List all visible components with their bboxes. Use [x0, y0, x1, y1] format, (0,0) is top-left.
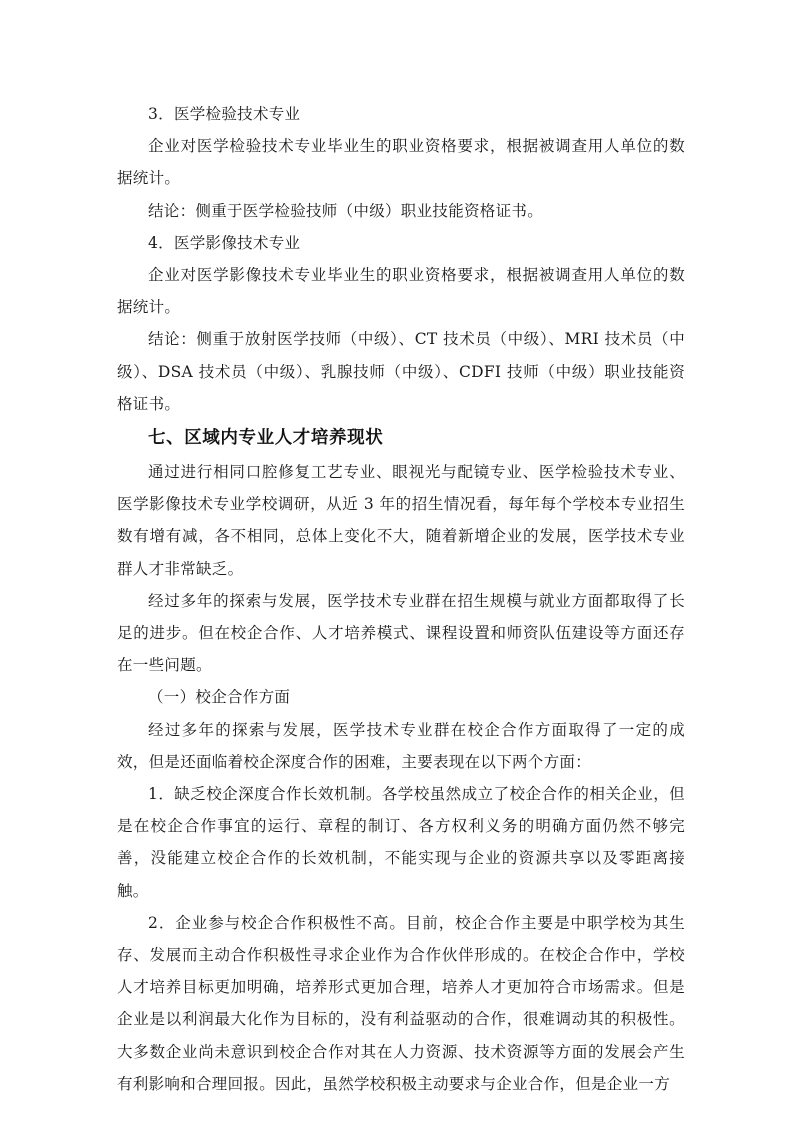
paragraph-imaging-tech-conclusion: 结论：侧重于放射医学技师（中级）、CT 技术员（中级）、MRI 技术员（中级）、DSA 技术员（中级）、乳腺技师（中级）、CDFI 技师（中级）职业技能资格证书。: [117, 330, 685, 413]
paragraph-lab-tech-requirement: 企业对医学检验技术专业毕业生的职业资格要求，根据被调查用人单位的数据统计。: [117, 137, 685, 188]
subheading-lab-tech: 3．医学检验技术专业: [148, 105, 301, 123]
subheading-imaging-tech: 4．医学影像技术专业: [148, 233, 301, 252]
paragraph-development-problems: 经过多年的探索与发展，医学技术专业群在招生规模与就业方面都取得了长足的进步。但在校企合作、人才培养模式、课程设置和师资队伍建设等方面还存在一些问题。: [117, 591, 685, 675]
page-content: [117, 98, 685, 1100]
subheading-school-enterprise: （一）校企合作方面: [148, 688, 291, 707]
paragraph-imaging-tech-requirement: 企业对医学影像技术专业毕业生的职业资格要求，根据被调查用人单位的数据统计。: [117, 266, 685, 317]
paragraph-point-1: 1．缺乏校企深度合作长效机制。各学校虽然成立了校企合作的相关企业，但是在校企合作事宜的运行、章程的制订、各方权利义务的明确方面仍然不够完善，没能建立校企合作的长效机制，不能实现与企业的资源共享以及零距离接触。: [117, 785, 685, 900]
paragraph-point-2: 2．企业参与校企合作积极性不高。目前，校企合作主要是中职学校为其生存、发展而主动合作积极性寻求企业作为合作伙伴形成的。在校企合作中，学校人才培养目标更加明确，培养形式更加合理，培养人才更加符合市场需求。但是企业是以利润最大化作为目标的，没有利益驱动的合作，很难调动其的积极性。大多数企业尚未意识到校企合作对其在人力资源、技术资源等方面的发展会产生有利影响和合理回报。因此，虽然学校积极主动要求与企业合作，但是企业一方: [117, 913, 685, 1093]
paragraph-cooperation-intro: 经过多年的探索与发展，医学技术专业群在校企合作方面取得了一定的成效，但是还面临着校企深度合作的困难，主要表现在以下两个方面：: [117, 720, 685, 771]
section-heading-talent-status: 七、区域内专业人才培养现状: [148, 428, 384, 449]
paragraph-survey-overview: 通过进行相同口腔修复工艺专业、眼视光与配镜专业、医学检验技术专业、医学影像技术专业学校调研，从近 3 年的招生情况看，每年每个学校本专业招生数有增有减，各不相同，总体上变化不大，随着新增企业的发展，医学技术专业群人才非常缺乏。: [117, 463, 685, 578]
paragraph-lab-tech-conclusion: 结论：侧重于医学检验技师（中级）职业技能资格证书。: [148, 201, 544, 220]
